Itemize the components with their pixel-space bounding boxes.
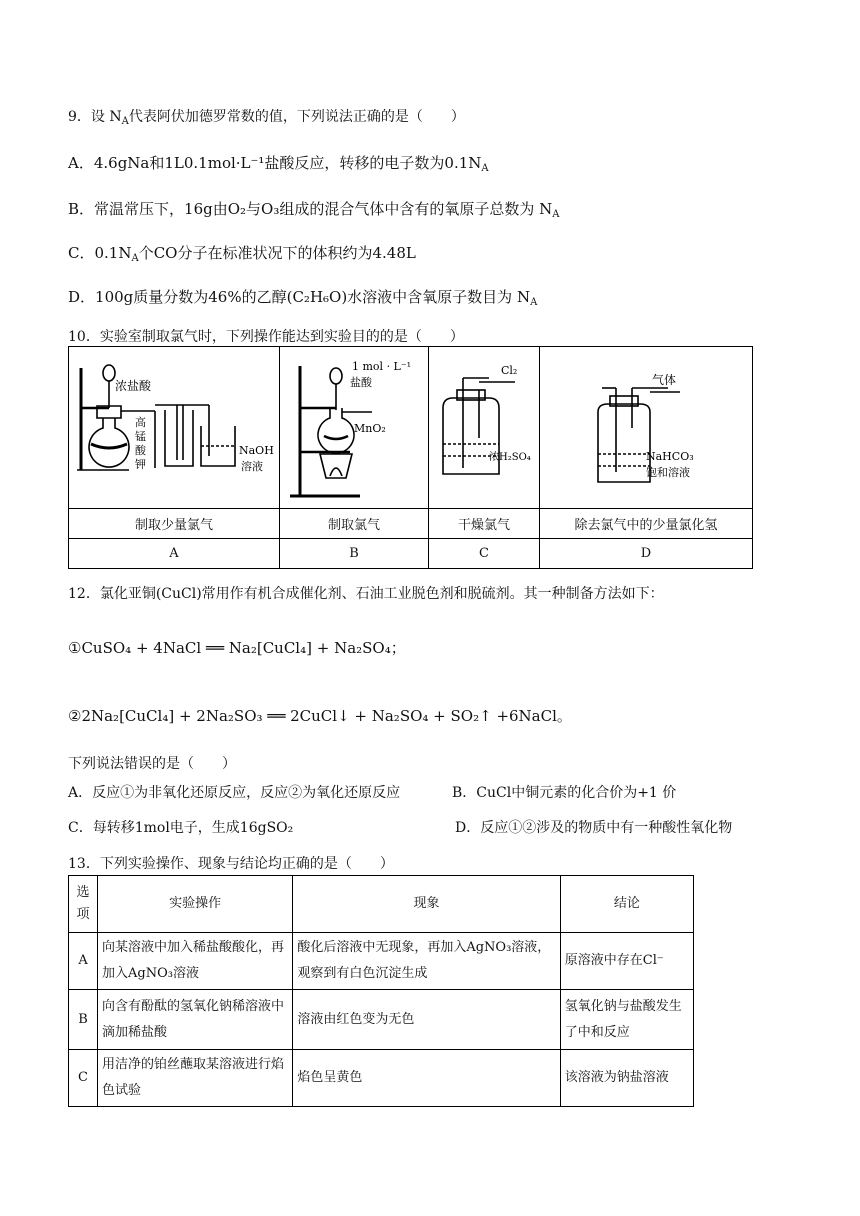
svg-text:盐酸: 盐酸 xyxy=(350,375,372,389)
apparatus-b-image xyxy=(280,348,428,508)
apparatus-d-image xyxy=(540,348,752,508)
q13-row-option: C xyxy=(69,1050,98,1107)
q10-figure-d xyxy=(540,347,753,509)
q9-stem: 9．设 $N_A$代表阿伏加德罗常数的值，下列说法正确的是（ ） xyxy=(68,109,465,127)
q10-option-d: D xyxy=(540,539,753,569)
q10-purpose-a: 制取少量氯气 xyxy=(69,509,280,539)
q13-header-conclusion: 结论 xyxy=(560,876,693,933)
svg-text:酸: 酸 xyxy=(135,443,146,457)
q12-stem: 12．氯化亚铜(CuCl)常用作有机合成催化剂、石油工业脱色剂和脱硫剂。其一种制备方法如下： xyxy=(68,586,664,602)
q10-figure-b xyxy=(280,347,429,509)
svg-text:NaHCO₃: NaHCO₃ xyxy=(646,449,694,463)
q10-purpose-c: 干燥氯气 xyxy=(429,509,540,539)
q9-option-c: C．$0.1N_A$个CO分子在标准状况下的体积约为4.48L xyxy=(68,244,416,264)
q10-table xyxy=(68,346,753,569)
q13-row-phenomenon: 焰色呈黄色 xyxy=(293,1050,560,1107)
q10-figure-c xyxy=(429,347,540,509)
q10-option-a: A xyxy=(69,539,280,569)
q12-equation-2: ②2Na₂[CuCl₄] + 2Na₂SO₃ ══ 2CuCl↓ + Na₂SO₄ + SO₂↑ +6NaCl。 xyxy=(68,707,572,725)
q13-table xyxy=(68,875,694,1107)
q13-stem: 13．下列实验操作、现象与结论均正确的是（ ） xyxy=(68,856,394,872)
svg-text:MnO₂: MnO₂ xyxy=(354,421,386,435)
q10-stem: 10．实验室制取氯气时，下列操作能达到实验目的的是（ ） xyxy=(68,329,464,345)
svg-text:饱和溶液: 饱和溶液 xyxy=(646,465,690,479)
apparatus-c-image xyxy=(429,348,539,508)
q9-option-b: B．常温常压下，16g由O₂与O₃组成的混合气体中含有的氧原子总数为 $N_A$ xyxy=(68,200,560,220)
q9-option-d: D．100g质量分数为46%的乙醇(C₂H₆O)水溶液中含氧原子数目为 $N_A$ xyxy=(68,288,538,308)
table-row xyxy=(69,933,694,990)
q12-option-c: C．每转移1mol电子，生成16gSO₂ xyxy=(68,820,294,836)
q13-row-operation: 向某溶液中加入稀盐酸酸化，再加入AgNO₃溶液 xyxy=(98,933,293,990)
svg-text:Cl₂: Cl₂ xyxy=(501,363,518,377)
q13-row-operation: 用洁净的铂丝蘸取某溶液进行焰色试验 xyxy=(98,1050,293,1107)
q12-option-d: D．反应①②涉及的物质中有一种酸性氧化物 xyxy=(455,820,733,836)
q12-equation-1: ①CuSO₄ + 4NaCl ══ Na₂[CuCl₄] + Na₂SO₄； xyxy=(68,639,406,657)
q13-header-operation: 实验操作 xyxy=(98,876,293,933)
q10-purpose-b: 制取氯气 xyxy=(280,509,429,539)
q12-option-a: A．反应①为非氧化还原反应，反应②为氧化还原反应 xyxy=(68,785,401,801)
q13-row-conclusion: 氢氧化钠与盐酸发生了中和反应 xyxy=(560,990,693,1050)
svg-text:钾: 钾 xyxy=(135,457,146,471)
apparatus-a-image xyxy=(69,348,279,508)
q10-figure-a xyxy=(69,347,280,509)
svg-text:浓H₂SO₄: 浓H₂SO₄ xyxy=(489,451,531,463)
svg-text:1 mol · L⁻¹: 1 mol · L⁻¹ xyxy=(352,359,412,373)
q13-row-option: B xyxy=(69,990,98,1050)
q12-option-b: B．CuCl中铜元素的化合价为+1 价 xyxy=(452,785,677,801)
svg-text:气体: 气体 xyxy=(652,372,677,387)
svg-text:溶液: 溶液 xyxy=(241,459,263,473)
q13-row-conclusion: 该溶液为钠盐溶液 xyxy=(560,1050,693,1107)
svg-text:NaOH: NaOH xyxy=(239,443,274,457)
q13-row-conclusion: 原溶液中存在Cl⁻ xyxy=(560,933,693,990)
q10-option-b: B xyxy=(280,539,429,569)
svg-text:浓盐酸: 浓盐酸 xyxy=(115,378,152,393)
q10-purpose-d: 除去氯气中的少量氯化氢 xyxy=(540,509,753,539)
svg-text:高: 高 xyxy=(135,415,146,429)
q13-row-operation: 向含有酚酞的氢氧化钠稀溶液中滴加稀盐酸 xyxy=(98,990,293,1050)
table-row xyxy=(69,990,694,1050)
q13-header-option: 选项 xyxy=(69,876,98,933)
q13-row-phenomenon: 溶液由红色变为无色 xyxy=(293,990,560,1050)
q13-row-phenomenon: 酸化后溶液中无现象，再加入AgNO₃溶液，观察到有白色沉淀生成 xyxy=(293,933,560,990)
q12-ask: 下列说法错误的是（ ） xyxy=(68,756,236,772)
q13-header-phenomenon: 现象 xyxy=(293,876,560,933)
svg-text:锰: 锰 xyxy=(135,429,146,443)
q13-row-option: A xyxy=(69,933,98,990)
q10-option-c: C xyxy=(429,539,540,569)
table-row xyxy=(69,1050,694,1107)
q9-option-a: A．4.6gNa和1L0.1mol·L⁻¹盐酸反应，转移的电子数为$0.1N_A$ xyxy=(68,154,489,174)
